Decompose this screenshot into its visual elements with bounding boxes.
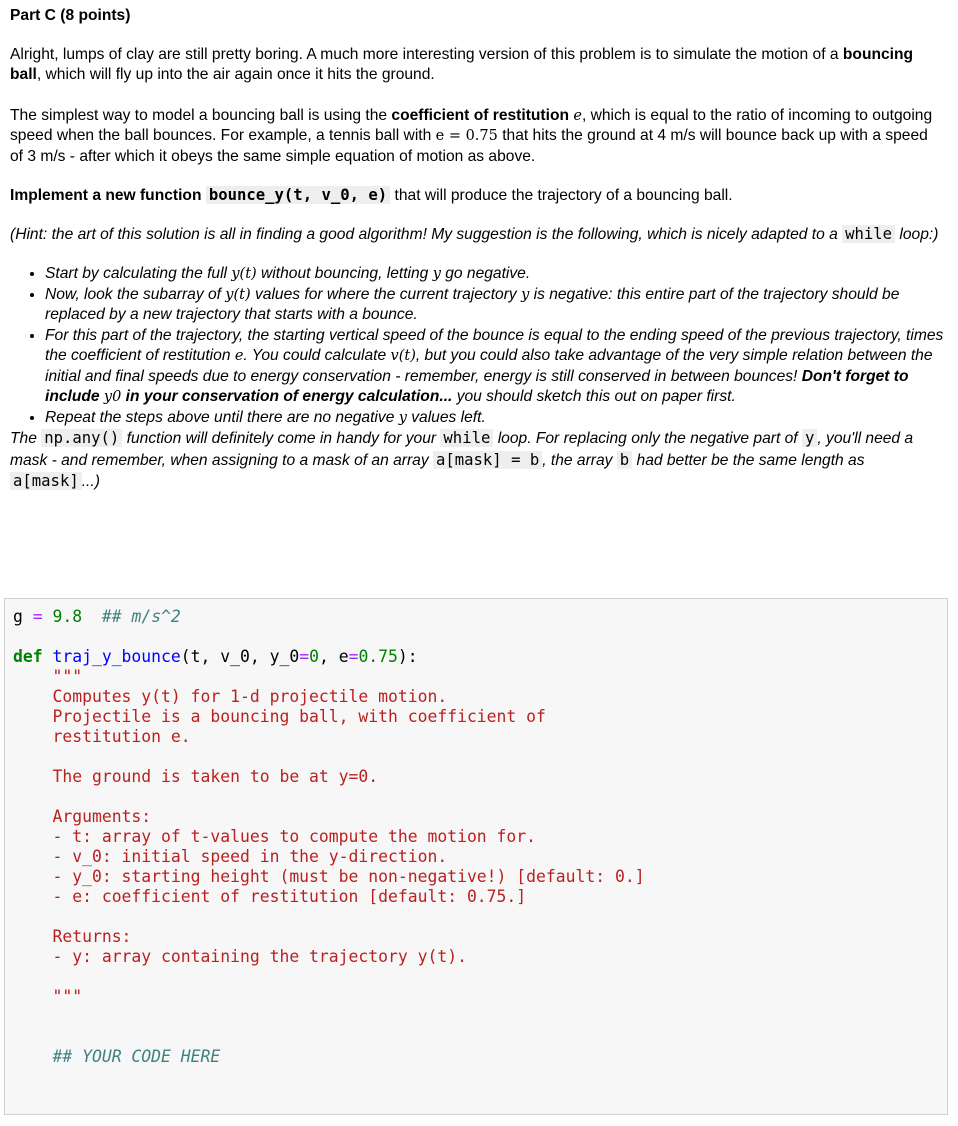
- inline-code-while: while: [842, 225, 895, 243]
- code-docstring: - y: array containing the trajectory y(t).: [52, 947, 467, 966]
- inline-code-a-mask: a[mask]: [10, 472, 82, 490]
- step-text: values for where the current trajectory: [250, 285, 522, 303]
- code-token: g: [13, 607, 23, 626]
- inline-code-mask-assign: a[mask] = b: [433, 451, 542, 469]
- tail-text: , the array: [542, 451, 617, 469]
- math-y: y: [432, 266, 441, 282]
- tail-text: function will definitely come in handy for your: [122, 430, 441, 447]
- intro-bold: bouncing ball: [10, 45, 914, 83]
- code-token: (t, v_0, y_0: [180, 647, 300, 666]
- math-y0: y0: [103, 389, 122, 405]
- code-docstring: - t: array of t-values to compute the motion for.: [52, 827, 537, 846]
- code-token: , e: [318, 647, 349, 666]
- code-docstring: - y_0: starting height (must be non-negative!) [default: 0.]: [52, 867, 645, 886]
- code-docstring: restitution e.: [52, 727, 191, 746]
- math-e-eq: e = 0.75: [435, 128, 498, 144]
- step-text: without bouncing, letting: [256, 265, 433, 282]
- step-text: , but you could also take advantage of the very simple relation between the initial and final speeds due to energy conservation - remember, energy is still conserved in between bounces!: [45, 347, 933, 385]
- math-yt: y(t): [225, 286, 251, 303]
- restitution-text-2: , which is equal to the ratio of incoming to outgoing speed when the ball bounces. For example, a tennis ball with: [10, 106, 933, 144]
- inline-code-y: y: [802, 429, 817, 447]
- tail-text: had better be the same length as: [632, 451, 865, 469]
- code-docstring: The ground is taken to be at y=0.: [52, 767, 379, 786]
- code-comment: ## YOUR CODE HERE: [52, 1047, 221, 1066]
- code-docstring: """: [52, 667, 83, 686]
- restitution-bold: coefficient of restitution: [391, 106, 569, 124]
- tail-paragraph: [10, 428, 945, 493]
- math-vt: v(t): [390, 348, 416, 364]
- hint-paragraph: [10, 224, 945, 246]
- code-editor[interactable]: g = 9.8 ## m/s^2 def traj_y_bounce(t, v_0, y_0=0, e=0.75): """ Computes y(t) for 1-d projectile motion. Projectile is a bouncing ball, with coefficient of restitution e. The ground is taken to be at y=0. Arguments: - t: array of t-values to compute the motion for. - v_0: initial speed in the y-direction. - y_0: starting height (must be non-negative!) [default: 0.] - e: coefficient of restitution [default: 0.75.] Returns: - y: array containing the trajectory y(t). """ ## YOUR CODE HERE: [13, 607, 645, 1066]
- code-keyword: def: [13, 647, 43, 666]
- tail-text: The: [10, 430, 42, 447]
- intro-paragraph: [10, 45, 945, 86]
- code-token: 9.8: [52, 607, 83, 626]
- math-y: y: [521, 286, 530, 303]
- step-text: Repeat the steps above until there are no negative: [45, 408, 399, 426]
- tail-text: ...): [81, 473, 100, 490]
- step-bold: Don't forget to include: [45, 367, 909, 405]
- step-text: values left.: [406, 408, 486, 426]
- code-token: 0: [309, 647, 319, 666]
- math-e: e: [234, 348, 244, 364]
- list-item: [45, 264, 945, 285]
- list-item: [45, 408, 945, 429]
- code-docstring: Projectile is a bouncing ball, with coefficient of: [52, 707, 546, 726]
- step-text: go negative.: [440, 265, 531, 282]
- restitution-text: The simplest way to model a bouncing ball is using the: [10, 106, 392, 124]
- hint-text: (Hint: the art of this solution is all in finding a good algorithm! My suggestion is the following, which is nicely adapted to a: [10, 225, 843, 243]
- code-docstring: - v_0: initial speed in the y-direction.: [52, 847, 448, 866]
- tail-text: loop. For replacing only the negative part of: [493, 430, 802, 447]
- code-docstring: Arguments:: [52, 807, 152, 826]
- inline-code-b: b: [617, 451, 632, 469]
- intro-text: Alright, lumps of clay are still pretty boring. A much more interesting version of this problem is to simulate the motion of a: [10, 45, 843, 63]
- code-docstring: Returns:: [52, 927, 132, 946]
- part-heading: Part C (8 points): [10, 7, 131, 24]
- implement-paragraph: [10, 185, 945, 207]
- step-text: . You could calculate: [243, 347, 391, 364]
- step-text: Now, look the subarray of: [45, 285, 226, 303]
- restitution-text-3: that hits the ground at 4 m/s will bounce back up with a speed of 3 m/s - after which it obeys the same simple equation of motion as above.: [10, 127, 928, 165]
- tail-text: , you'll need a mask - and remember, when assigning to a mask of an array: [10, 430, 914, 469]
- hint-text-end: loop:): [895, 225, 939, 243]
- list-item: [45, 285, 945, 326]
- markdown-cell: [10, 6, 945, 493]
- step-text: Start by calculating the full: [45, 265, 232, 282]
- algorithm-steps: [10, 264, 945, 428]
- code-docstring: - e: coefficient of restitution [default: 0.75.]: [52, 887, 527, 906]
- step-text: you should sketch this out on paper first.: [452, 388, 736, 405]
- math-y: y: [398, 409, 407, 426]
- inline-code-np-any: np.any(): [41, 429, 122, 447]
- inline-code-function: bounce_y(t, v_0, e): [206, 186, 390, 204]
- code-token: 0.75: [358, 647, 398, 666]
- code-comment: ## m/s^2: [101, 607, 181, 626]
- intro-text-end: , which will fly up into the air again once it hits the ground.: [36, 66, 435, 83]
- implement-bold: Implement a new function: [10, 187, 206, 204]
- implement-text: that will produce the trajectory of a bouncing ball.: [390, 187, 733, 204]
- step-text: For this part of the trajectory, the starting vertical speed of the bounce is equal to the ending speed of the previous trajectory, times the coefficient of restitution: [45, 326, 944, 364]
- math-e: e: [573, 107, 582, 124]
- restitution-paragraph: [10, 106, 945, 168]
- math-yt: y(t): [231, 266, 257, 282]
- code-function-name: traj_y_bounce: [52, 647, 181, 666]
- code-docstring: """: [52, 987, 83, 1006]
- code-token: =: [32, 607, 43, 626]
- code-token: ):: [397, 647, 418, 666]
- step-bold: in your conservation of energy calculation...: [121, 388, 453, 405]
- step-text: is negative: this entire part of the trajectory should be replaced by a new trajectory that starts with a bounce.: [45, 285, 900, 323]
- inline-code-while: while: [440, 429, 493, 447]
- code-docstring: Computes y(t) for 1-d projectile motion.: [52, 687, 448, 706]
- code-cell[interactable]: [4, 598, 948, 1115]
- list-item: [45, 326, 945, 408]
